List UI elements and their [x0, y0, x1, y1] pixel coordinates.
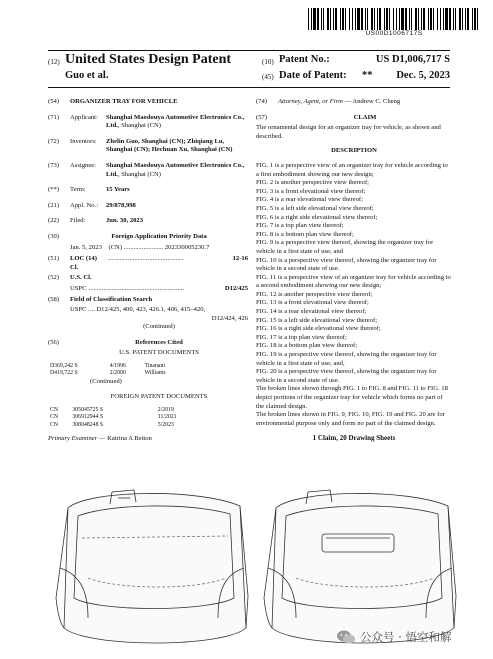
barcode-bar — [399, 8, 400, 30]
barcode-bar — [428, 8, 429, 30]
references-continued: (Continued) — [90, 377, 122, 385]
barcode-bar — [467, 8, 469, 30]
patent-date-line — [48, 69, 450, 85]
us-cl-field: (52) U.S. Cl. — [48, 274, 92, 282]
barcode-bar — [333, 8, 334, 30]
barcode-bar — [330, 8, 331, 30]
filed-value: Jun. 30, 2023 — [106, 217, 144, 225]
term-field: (**) Term: 15 Years — [48, 186, 248, 195]
barcode-bar — [430, 8, 432, 30]
foreign-references-table — [50, 407, 210, 429]
barcode-bar — [459, 8, 461, 30]
description-line: FIG. 20 is a perspective view thereof, showing the organizer tray for vehicle in a second state of use. — [256, 368, 437, 384]
description-line: FIG. 1 is a perspective view of an organizer tray for vehicle according to a first embodiment showing our new design; — [256, 161, 448, 178]
appl-no-field: (21) Appl. No.: 29/878,998 — [48, 202, 248, 211]
barcode-bar — [449, 8, 451, 30]
barcode-bar — [365, 8, 366, 30]
description-line: FIG. 4 is a rear elevational view thereof; — [256, 196, 363, 204]
barcode-bar — [437, 8, 438, 30]
barcode-bar — [342, 8, 344, 30]
description-line: FIG. 12 is another perspective view thereof; — [256, 290, 373, 298]
barcode-bar — [401, 8, 404, 30]
code-12: (12) — [48, 58, 60, 66]
barcode-bar — [423, 8, 425, 30]
header-bottom-rule — [48, 87, 450, 88]
date-label: Date of Patent: — [279, 70, 347, 81]
assignee-field: (73) Assignee: Shanghai Maodouya Automotive Electronics Co., Ltd., Shanghai (CN) — [48, 161, 245, 178]
barcode-bar — [433, 8, 434, 30]
term-value: 15 Years — [106, 186, 130, 194]
figure-first-embodiment — [56, 490, 248, 643]
barcode-number: US00D1006717S — [365, 30, 423, 37]
loc-field: (51) LOC (14) Cl. .............................................. 12-16 — [48, 255, 248, 271]
barcode-bar — [440, 8, 441, 30]
description-line: FIG. 9 is a perspective view thereof, showing the organizer tray for vehicle in a first state of use; and — [256, 239, 434, 255]
code-45: (45) — [262, 73, 274, 81]
appl-no-value: 29/878,998 — [106, 201, 136, 209]
date-value: Dec. 5, 2023 — [396, 70, 450, 81]
left-column — [48, 98, 248, 444]
figure-second-embodiment — [264, 490, 456, 643]
description-line: FIG. 15 is a left side elevational view thereof; — [256, 316, 378, 324]
barcode-bar — [352, 8, 353, 30]
priority-field: (30) Foreign Application Priority Data — [48, 233, 248, 242]
watermark — [336, 626, 451, 648]
search-continued: (Continued) — [143, 323, 175, 331]
barcode-bar — [411, 8, 412, 30]
assignee-name: Shanghai Maodouya Automotive Electronics Co., Ltd. — [106, 161, 245, 178]
claim-field: (57) CLAIM — [256, 114, 452, 123]
barcode-bar — [415, 8, 417, 30]
description-line: FIG. 3 is a front elevational view thereof; — [256, 187, 366, 195]
barcode-bar — [462, 8, 463, 30]
description-line: FIG. 6 is a right side elevational view thereof; — [256, 213, 378, 221]
description-line: FIG. 2 is another perspective view thereof; — [256, 179, 369, 187]
description-line: FIG. 5 is a left side elevational view thereof; — [256, 204, 374, 212]
barcode-bar — [386, 8, 388, 30]
references-title: References Cited — [135, 338, 183, 346]
barcode-bar — [477, 8, 478, 30]
description-line: FIG. 11 is a perspective view of an organizer tray for vehicle according to a second embodiment showing our new design; — [256, 273, 451, 290]
barcode-bar — [317, 8, 319, 30]
barcode — [308, 8, 480, 30]
barcode-bar — [465, 8, 466, 30]
patent-title-line — [48, 52, 450, 70]
sheets-count: 1 Claim, 20 Drawing Sheets — [312, 434, 396, 443]
description-line: FIG. 13 is a front elevational view thereof; — [256, 299, 369, 307]
barcode-bar — [361, 8, 363, 30]
barcode-bar — [409, 8, 410, 30]
barcode-bar — [374, 8, 375, 30]
description-line: FIG. 10 is a perspective view thereof, showing the organizer tray for vehicle in a second state of use. — [256, 256, 437, 273]
description-line: FIG. 17 is a top plan view thereof; — [256, 333, 347, 341]
barcode-bar — [443, 8, 444, 30]
applicant-name: Shanghai Maodouya Automotive Electronics Co., Ltd. — [106, 113, 245, 130]
reference-row: CN 305045725 S 2/2019 — [50, 407, 174, 414]
barcode-bar — [357, 8, 360, 30]
barcode-bar — [335, 8, 337, 30]
reference-row: D369,242 S 4/1996 Tinanani — [50, 363, 165, 370]
description-line: FIG. 7 is a top plan view thereof; — [256, 222, 344, 230]
claim-title: CLAIM — [353, 113, 377, 121]
barcode-bar — [311, 8, 312, 30]
watermark-text: 公众号 · 悟空和解 — [360, 630, 452, 644]
attorney-field: (74) Attorney, Agent, or Firm — Andrew C. Cheng — [256, 98, 401, 105]
priority-title: Foreign Application Priority Data — [111, 232, 207, 240]
barcode-bar — [389, 8, 390, 30]
field-of-search: (58) Field of Classification Search — [48, 295, 153, 303]
barcode-bar — [455, 8, 456, 30]
barcode-bar — [472, 8, 473, 30]
attorney-name: — Andrew C. Cheng — [342, 98, 401, 105]
barcode-bar — [355, 8, 356, 30]
header-top-rule — [48, 50, 450, 51]
priority-row: Jan. 5, 2023 (CN) ........................ 202330005230.7 — [70, 243, 210, 251]
us-patent-docs-title: U.S. PATENT DOCUMENTS — [119, 349, 199, 357]
reference-row: CN 306912944 S 11/2021 — [50, 414, 177, 421]
uspc-row: USPC .......................................................... D12/425 — [70, 284, 248, 292]
barcode-bar — [396, 8, 397, 30]
design-title: ORGANIZER TRAY FOR VEHICLE — [70, 98, 178, 105]
patent-number: US D1,006,717 S — [375, 54, 450, 65]
search-line-1: USPC .... D12/425, 400, 423, 426.1, 406, 415–420, — [70, 306, 206, 314]
barcode-bar — [421, 8, 422, 30]
wechat-icon — [336, 629, 356, 645]
barcode-bar — [445, 8, 448, 30]
barcode-bar — [371, 8, 373, 30]
description-line: FIG. 18 is a bottom plan view thereof; — [256, 342, 358, 350]
uspc-value: D12/425 — [224, 284, 248, 292]
description-line: The broken lines shown through FIG. 1 to FIG. 8 and FIG. 11 to FIG. 18 depict portions of the organizer tray for vehicle which forms no part of the claimed design. — [256, 385, 448, 410]
description-body — [256, 162, 452, 428]
description-line: FIG. 16 is a right side elevational view thereof; — [256, 325, 381, 333]
claim-text: The ornamental design for an organizer tray for vehicle, as shown and described. — [256, 124, 441, 140]
search-line-2: D12/424, 426 — [211, 314, 248, 322]
inventor-line: Guo et al. — [65, 70, 109, 81]
applicant-field: (71) Applicant: Shanghai Maodouya Automotive Electronics Co., Ltd., Shanghai (CN) — [48, 113, 245, 130]
barcode-bar — [405, 8, 407, 30]
barcode-bar — [453, 8, 454, 30]
us-references-table — [50, 363, 190, 378]
barcode-bar — [349, 8, 350, 30]
inventors-value: Zhelin Guo, Shanghai (CN); Zhiqiang Lu, Shanghai (CN); Hechuan Xu, Shanghai (CN) — [106, 137, 233, 154]
description-line: FIG. 14 is a rear elevational view thereof; — [256, 308, 367, 316]
barcode-bar — [384, 8, 385, 30]
barcode-bar — [367, 8, 368, 30]
title-field: (54) ORGANIZER TRAY FOR VEHICLE — [48, 98, 248, 107]
description-line: FIG. 19 is a perspective view thereof, showing the organizer tray for vehicle in a first state of use; and, — [256, 351, 437, 367]
barcode-bar — [323, 8, 324, 30]
barcode-bar — [393, 8, 394, 30]
barcode-bar — [345, 8, 346, 30]
barcode-bar — [321, 8, 322, 30]
barcode-bar — [379, 8, 381, 30]
filed-field: (22) Filed: Jun. 30, 2023 — [48, 217, 248, 226]
barcode-bar — [418, 8, 419, 30]
primary-examiner: Primary Examiner — Katrina A Betton — [48, 435, 152, 443]
patent-no-label: Patent No.: — [279, 54, 330, 65]
barcode-bar — [377, 8, 378, 30]
code-10: (10) — [262, 58, 274, 66]
reference-row: CN 308048248 S 5/2023 — [50, 421, 174, 428]
barcode-bar — [474, 8, 476, 30]
foreign-docs-title: FOREIGN PATENT DOCUMENTS — [110, 393, 208, 401]
right-column — [256, 98, 452, 443]
patent-type-title: United States Design Patent — [65, 52, 232, 67]
barcode-bar — [308, 8, 309, 30]
term-mark: ** — [362, 70, 373, 81]
barcode-bar — [340, 8, 341, 30]
barcode-bar — [327, 8, 329, 30]
reference-row: D419,722 S 2/2000 Williams — [50, 370, 166, 377]
description-line: FIG. 8 is a bottom plan view thereof; — [256, 230, 354, 238]
barcode-bar — [313, 8, 316, 30]
references-field: (56) References Cited — [48, 339, 248, 348]
loc-value: 12-16 — [232, 255, 248, 263]
description-line: The broken lines shown in FIG. 9, FIG. 10, FIG. 19 and FIG. 20 are for environmental purpose only and form no part of the claimed design. — [256, 411, 445, 427]
description-title: DESCRIPTION — [331, 147, 377, 155]
inventors-field: (72) Inventors: Zhelin Guo, Shanghai (CN); Zhiqiang Lu, Shanghai (CN); Hechuan Xu, Shanghai (CN) — [48, 138, 248, 155]
